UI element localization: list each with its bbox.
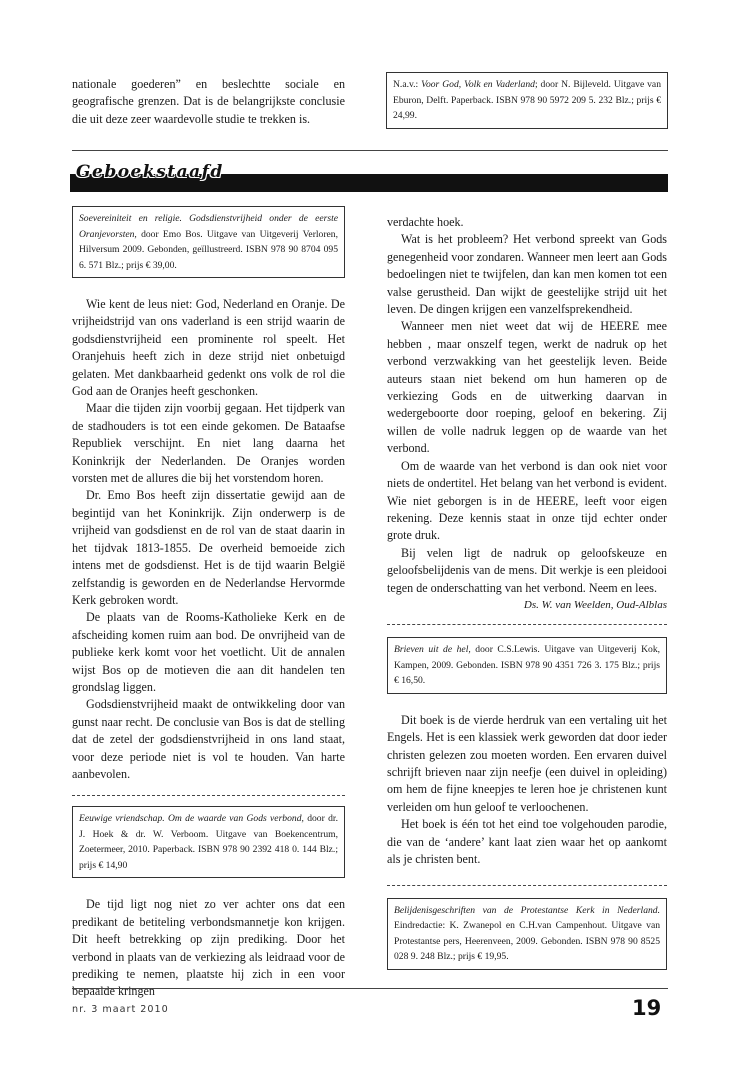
paragraph: verdachte hoek. [387,215,464,229]
review1-box: Soevereiniteit en religie. Godsdienstvrijheid onder de eerste Oranjevorsten, door Emo Bos. Uitgave van Uitgeverij Verloren, Hilversum 2009. Gebonden, geïllustreerd. ISBN 978 90 8704 095 6. 571 Blz.; prijs € 39,00. [72,206,345,278]
footer-divider [72,988,668,989]
dashed-divider [387,624,667,625]
top-left-column [72,76,345,128]
paragraph: Wanneer men niet weet dat wij de HEERE mee hebben , maar onszelf tegen, werkt de nadruk op het verbond verzwakking van het geestelijk leven. Beide auteurs staan niet bekend om hun hameren op de verkiezing Gods en de uitwerking daarvan in wedergeboorte door roeping, geloof en bekering. Zij willen de volle nadruk leggen op de waarde van het verbond. [387,319,667,456]
footer-issue: nr. 3 maart 2010 [72,1004,169,1015]
section-title: Geboekstaafd [76,162,224,182]
dashed-divider [387,885,667,886]
review1-text [72,296,345,783]
signature: Ds. W. van Weelden, Oud-Alblas [523,598,667,611]
paragraph: Om de waarde van het verbond is dan ook niet voor niets de ondertitel. Het belang van het verbond is evident. Wie niet geborgen is in de HEERE, leeft voor eigen rekening. Deze kennis staat in onze tijd echter onder grote druk. [387,458,667,543]
paragraph: Dit boek is de vierde herdruk van een vertaling uit het Engels. Het is een klassiek werk geworden dat door ieder christen gelezen zou moeten worden. Een ervaren duivel schrijft brieven naar zijn neefje (een duivel in opleiding) om hem de fijne kneepjes te leren hoe je christenen kunt verleiden om hun geloof te verloochenen. [387,712,667,814]
paragraph: Wie kent de leus niet: God, Nederland en Oranje. De vrijheidstrijd van ons vaderland is een strijd waarin de godsdienstvrijheid een prominente rol speelt. Het Oranjehuis heeft zich in deze strijd niet onbetuigd gelaten. Met dankbaarheid gedenkt ons volk de rol die God aan de Oranjes heeft geschonken. [72,297,345,399]
review3-box: Brieven uit de hel, door C.S.Lewis. Uitgave van Uitgeverij Kok, Kampen, 2009. Gebonden. ISBN 978 90 4351 726 3. 175 Blz.; prijs € 16,50. [387,637,667,694]
paragraph: Maar die tijden zijn voorbij gegaan. Het tijdperk van de stadhouders is tot een einde gekomen. De Bataafse Republiek verschijnt. En niet lang daarna het Koninkrijk der Nederlanden. De Oranjes worden vorsten met de allures die bij het vorstendom horen. [72,401,345,486]
paragraph: Het boek is één tot het eind toe volgehouden parodie, die van de ‘andere’ kant laat zien waar het op aankomt als je christen bent. [387,817,667,867]
paragraph: Dr. Emo Bos heeft zijn dissertatie gewijd aan de begintijd van het Koninkrijk. Zijn onderwerp is de vrijheid van godsdienst en de rol van de staat daarin in het tijdvak 1813-1855. De overheid bemoeide zich intens met de godsdienst. Het is de tijd waarin België zelfstandig is geworden en de Nederlandse Hervormde Kerk gebroken wordt. [72,488,345,607]
left-column [72,206,345,1001]
review4-box: Belijdenisgeschriften van de Protestantse Kerk in Nederland. Eindredactie: K. Zwanepol en C.H.van Campenhout. Uitgave van Protestantse pers, Heerenveen, 2009. Gebonden. ISBN 978 90 8525 028 9. 248 Blz.; prijs € 19,95. [387,898,667,970]
top-left-text: nationale goederen” en beslechtte sociale en geografische grenzen. Dat is de belangrijkste conclusie die uit deze zeer waardevolle studie te trekken is. [72,77,345,126]
top-review-box: N.a.v.: Voor God, Volk en Vaderland; door N. Bijleveld. Uitgave van Eburon, Delft. Paperback. ISBN 978 90 5972 209 5. 232 Blz.; prijs € 24,99. [386,72,668,129]
section-banner [70,162,668,192]
paragraph: De plaats van de Rooms-Katholieke Kerk en de afscheiding komen ruim aan bod. De onvrijheid van de publieke kerk komt voor het voetlicht. Uit de annalen wijst Bos op de motieven die aan dit handelen ten grondslag liggen. [72,610,345,694]
paragraph: Godsdienstvrijheid maakt de ontwikkeling door van gunst naar recht. De conclusie van Bos is dat de stelling dat de zetel der godsdienstvrijheid in ons land staat, voor deze periode niet is vol te houden. Van harte aanbevolen. [72,697,345,781]
paragraph: Wat is het probleem? Het verbond spreekt van Gods genegenheid voor zondaren. Wanneer men leert aan Gods bedoelingen niet te twijfelen, dan kan men komen tot een valse gerustheid. Dan wijkt de geestelijke strijd uit het leven. De dingen krijgen een vanzelfsprekendheid. [387,232,667,317]
paragraph: Bij velen ligt de nadruk op geloofskeuze en geloofsbelijdenis van de mens. Dit werkje is een pleidooi tegen de onderschatting van het verbond. Neem en lees. [387,545,667,595]
top-divider [72,150,668,151]
dashed-divider [72,795,345,796]
page-number: 19 [632,996,662,1020]
paragraph: De tijd ligt nog niet zo ver achter ons dat een predikant de betiteling verbondsmannetje kon krijgen. Dit heeft betrekking op zijn prediking. Door het verbond in plaats van de verkiezing als leidraad voor de prediking te nemen, plaatste hij zich in een voor bepaalde kringen [72,897,345,999]
review2-box: Eeuwige vriendschap. Om de waarde van Gods verbond, door dr. J. Hoek & dr. W. Verboom. Uitgave van Boekencentrum, Zoetermeer, 2010. Paperback. ISBN 978 90 2392 418 0. 144 Blz.; prijs € 14,90 [72,806,345,878]
right-column [387,214,667,970]
